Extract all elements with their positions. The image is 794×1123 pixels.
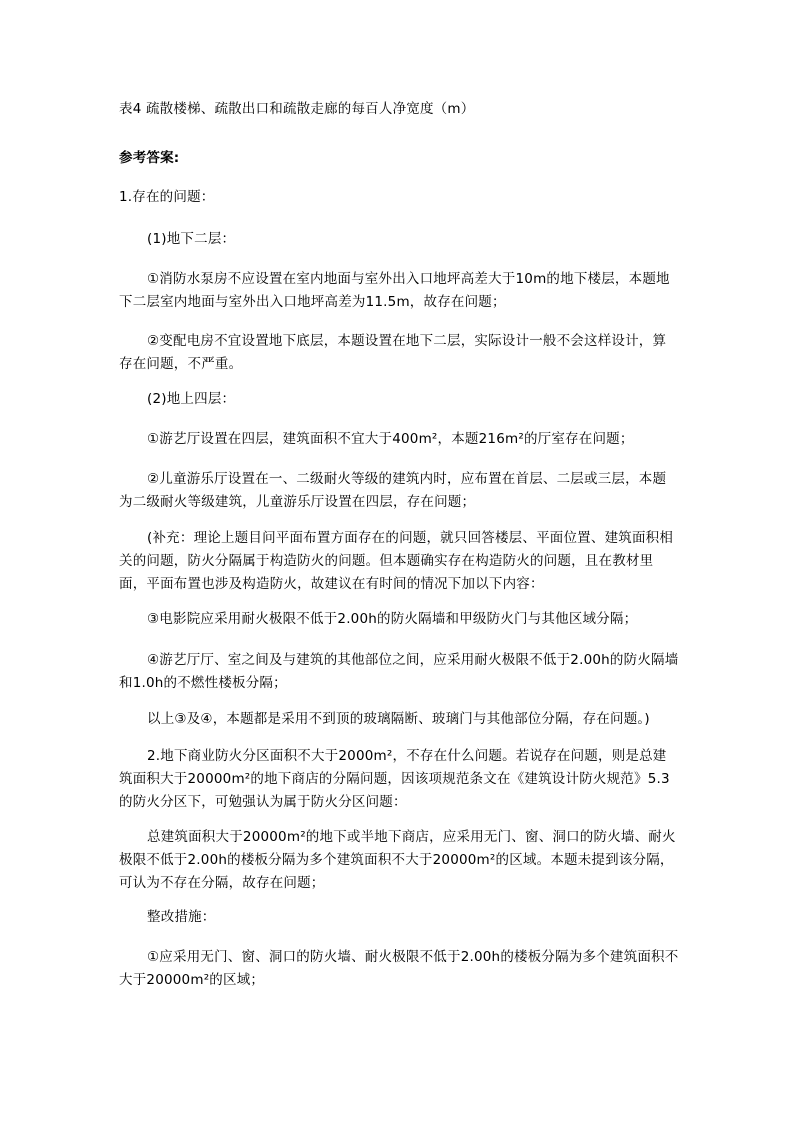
section-1-title: 1.存在的问题： — [119, 189, 215, 205]
rectification-title: 整改措施： — [147, 909, 216, 925]
subsection-1-title: (1)地下二层： — [147, 231, 236, 247]
subsection-2-item-3: ③电影院应采用耐火极限不低于2.00h的防火隔墙和甲级防火门与其他区域分隔； — [147, 611, 638, 627]
section-2-text: 2.地下商业防火分区面积不大于2000m²，不存在什么问题。若说存在问题，则是总建筑面积大于20000m²的地下商店的分隔问题，因该项规范条文在《建筑设计防火规范》5.3的防火分区下，可勉强认为属于防火分区问题： — [119, 748, 670, 810]
subsection-2-item-2: ②儿童游乐厅设置在一、二级耐火等级的建筑内时，应布置在首层、二层或三层，本题为二级耐火等级建筑，儿童游乐厅设置在四层，存在问题； — [119, 471, 667, 510]
subsection-1-item-2: ②变配电房不宜设置地下底层，本题设置在地下二层，实际设计一般不会这样设计，算存在问题，不严重。 — [119, 333, 667, 372]
supplement-end: 以上③及④，本题都是采用不到顶的玻璃隔断、玻璃门与其他部位分隔，存在问题。) — [147, 711, 650, 727]
rectification-item-1: ①应采用无门、窗、洞口的防火墙、耐火极限不低于2.00h的楼板分隔为多个建筑面积不大于20000m²的区域； — [119, 949, 679, 988]
subsection-2-item-1: ①游艺厅设置在四层，建筑面积不宜大于400m²，本题216m²的厅室存在问题； — [147, 431, 634, 447]
subsection-2-item-4: ④游艺厅厅、室之间及与建筑的其他部位之间，应采用耐火极限不低于2.00h的防火隔墙和1.0h的不燃性楼板分隔； — [119, 652, 679, 691]
subsection-2-title: (2)地上四层： — [147, 391, 236, 407]
supplement-note: (补充：理论上题目问平面布置方面存在的问题，就只回答楼层、平面位置、建筑面积相关的问题，防火分隔属于构造防火的问题。但本题确实存在构造防火的问题，且在教材里面，平面布置也涉及构造防火，故建议在有时间的情况下加以下内容： — [119, 530, 674, 592]
subsection-1-item-1: ①消防水泵房不应设置在室内地面与室外出入口地坪高差大于10m的地下楼层，本题地下二层室内地面与室外出入口地坪高差为11.5m，故存在问题； — [119, 271, 670, 310]
table-caption: 表4 疏散楼梯、疏散出口和疏散走廊的每百人净宽度（m） — [119, 101, 475, 117]
section-2-detail: 总建筑面积大于20000m²的地下或半地下商店，应采用无门、窗、洞口的防火墙、耐火极限不低于2.00h的楼板分隔为多个建筑面积不大于20000m²的区域。本题未提到该分隔，可认为不存在分隔，故存在问题； — [119, 829, 676, 891]
answer-heading: 参考答案: — [119, 150, 180, 166]
